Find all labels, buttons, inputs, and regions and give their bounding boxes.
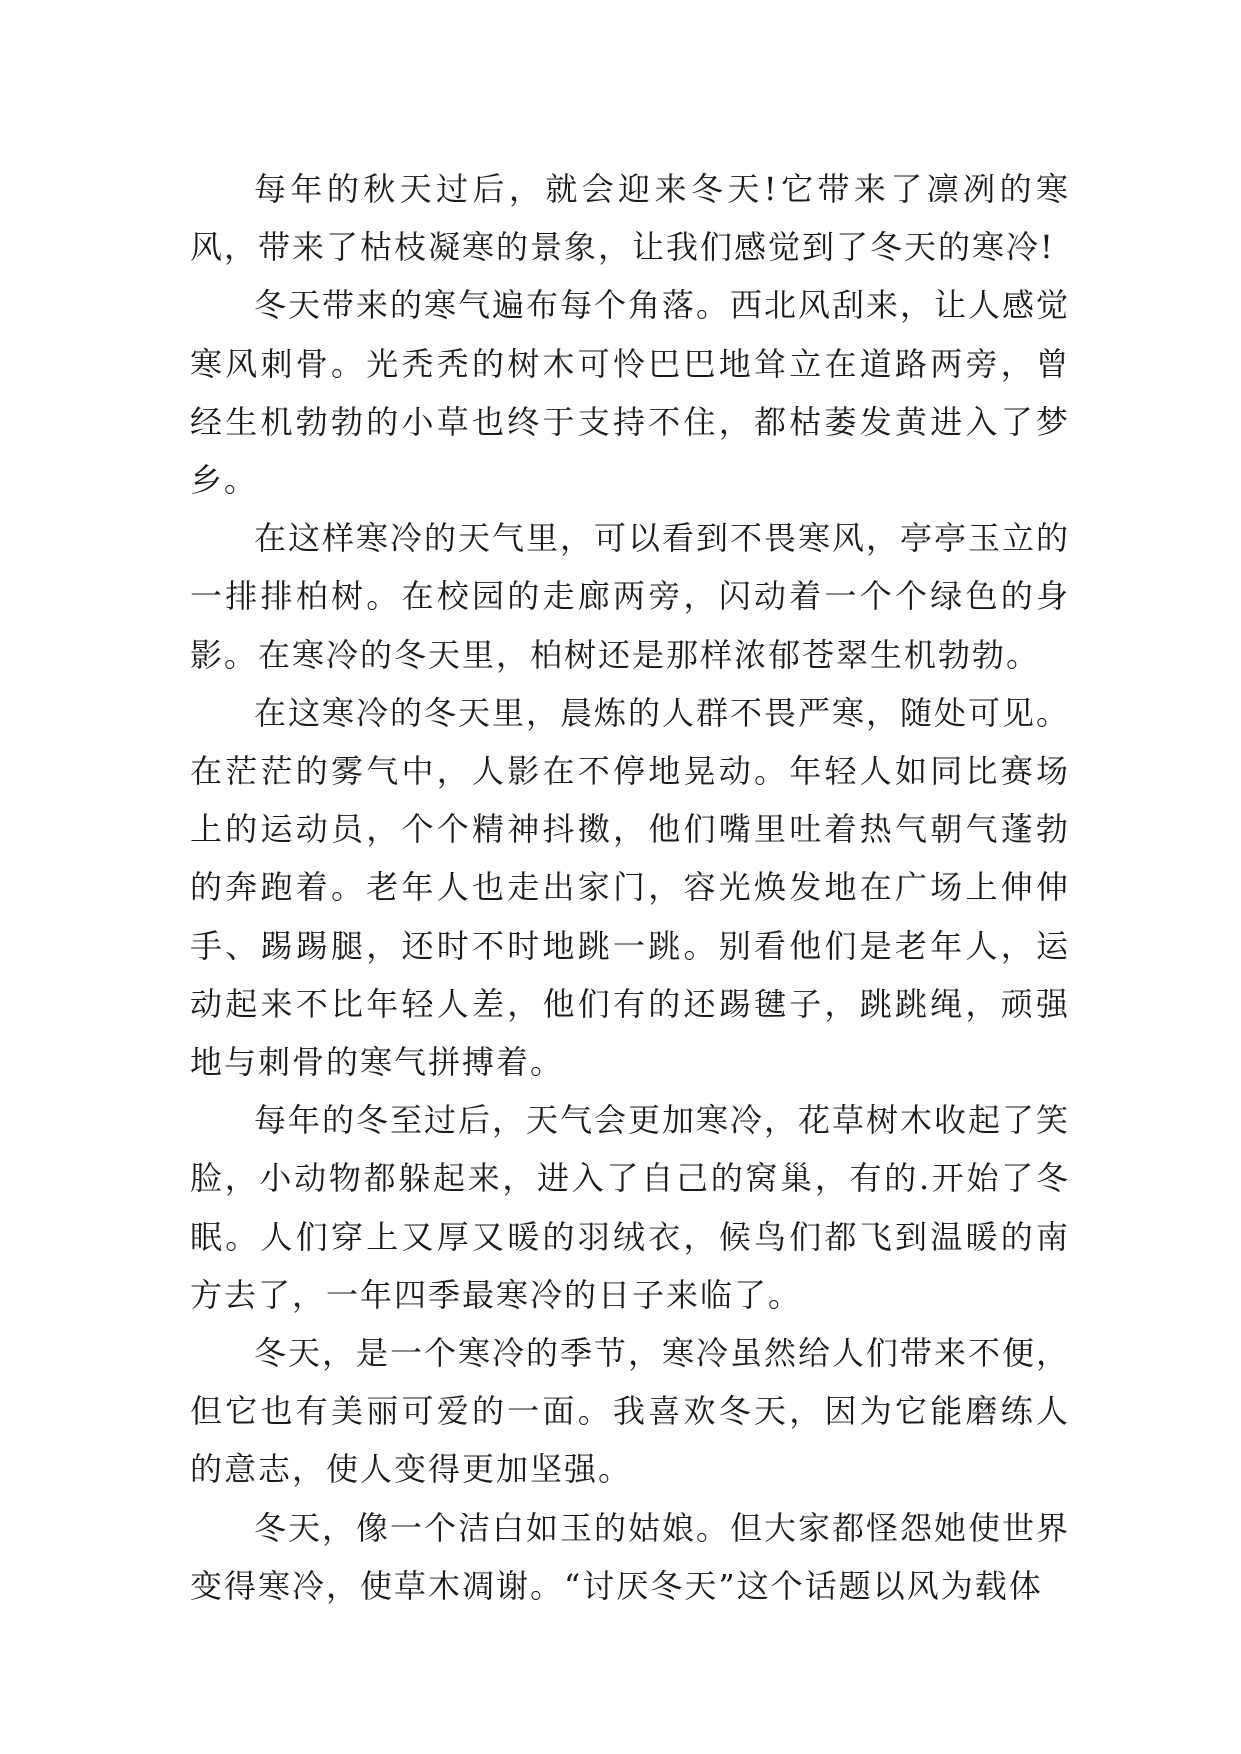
paragraph-4: 在这寒冷的冬天里，晨炼的人群不畏严寒，随处可见。在茫茫的雾气中，人影在不停地晃动。年轻人如同比赛场上的运动员，个个精神抖擞，他们嘴里吐着热气朝气蓬勃的奔跑着。老年人也走出家门，容光焕发地在广场上伸伸手、踢踢腿，还时不时地跳一跳。别看他们是老年人，运动起来不比年轻人差，他们有的还踢毽子，跳跳绳，顽强地与刺骨的寒气拼搏着。: [190, 693, 1071, 1082]
paragraph-2: 冬天带来的寒气遍布每个角落。西北风刮来，让人感觉寒风刺骨。光秃秃的树木可怜巴巴地耸立在道路两旁，曾经生机勃勃的小草也终于支持不住，都枯萎发黄进入了梦乡。: [190, 286, 1071, 500]
paragraph-7: 冬天，像一个洁白如玉的姑娘。但大家都怪怨她使世界变得寒冷，使草木凋谢。“讨厌冬天”这个话题以风为载体: [190, 1508, 1071, 1605]
paragraph-3: 在这样寒冷的天气里，可以看到不畏寒风，亭亭玉立的一排排柏树。在校园的走廊两旁，闪动着一个个绿色的身影。在寒冷的冬天里，柏树还是那样浓郁苍翠生机勃勃。: [190, 519, 1071, 674]
paragraph-5: 每年的冬至过后，天气会更加寒冷，花草树木收起了笑脸，小动物都躲起来，进入了自己的窝巢，有的.开始了冬眠。人们穿上又厚又暖的羽绒衣，候鸟们都飞到温暖的南方去了，一年四季最寒冷的日子来临了。: [190, 1101, 1071, 1314]
document-body: [190, 160, 1070, 1615]
paragraph-6: 冬天，是一个寒冷的季节，寒冷虽然给人们带来不便，但它也有美丽可爱的一面。我喜欢冬天，因为它能磨练人的意志，使人变得更加坚强。: [190, 1334, 1071, 1489]
paragraph-1: 每年的秋天过后，就会迎来冬天!它带来了凛冽的寒风，带来了枯枝凝寒的景象，让我们感觉到了冬天的寒冷!: [190, 170, 1070, 267]
